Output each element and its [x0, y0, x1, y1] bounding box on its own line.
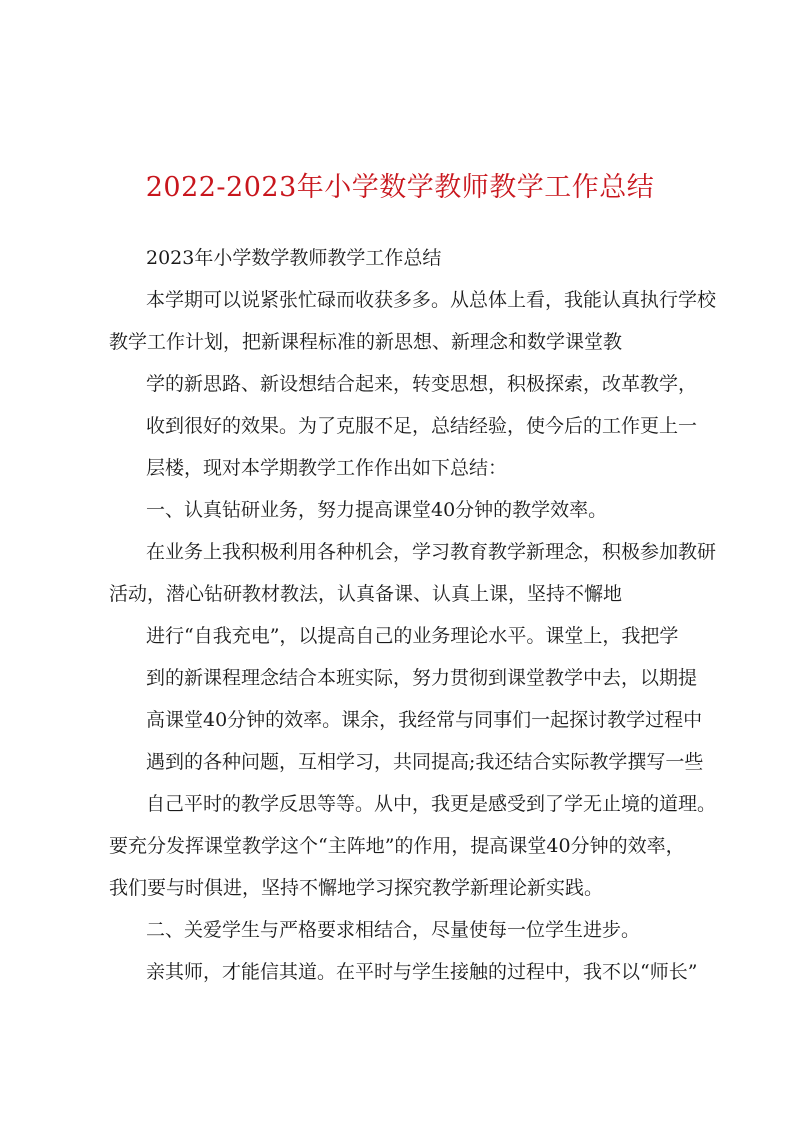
paragraph-line: 亲其师，才能信其道。在平时与学生接触的过程中，我不以“师长” — [146, 961, 698, 983]
paragraph-line: 教学工作计划，把新课程标准的新思想、新理念和数学课堂教 — [109, 331, 623, 353]
section-heading-2: 二、关爱学生与严格要求相结合，尽量使每一位学生进步。 — [146, 919, 641, 941]
paragraph-line: 本学期可以说紧张忙碌而收获多多。从总体上看，我能认真执行学校 — [146, 289, 717, 311]
section-heading-1: 一、认真钻研业务，努力提高课堂40分钟的教学效率。 — [146, 499, 608, 521]
paragraph-line: 进行“自我充电”，以提高自己的业务理论水平。课堂上，我把学 — [146, 625, 679, 647]
paragraph-line: 收到很好的效果。为了克服不足，总结经验，使今后的工作更上一 — [146, 415, 698, 437]
document-title: 2022-2023年小学数学教师教学工作总结 — [145, 172, 655, 203]
paragraph-line: 我们要与时俱进，坚持不懈地学习探究教学新理论新实践。 — [109, 877, 604, 899]
paragraph-line: 活动，潜心钻研教材教法，认真备课、认真上课，坚持不懈地 — [109, 583, 623, 605]
paragraph-line: 遇到的各种问题，互相学习，共同提高;我还结合实际教学撰写一些 — [146, 751, 704, 773]
paragraph-line: 在业务上我积极利用各种机会，学习教育教学新理念，积极参加教研 — [146, 541, 717, 563]
paragraph-line: 层楼，现对本学期教学工作作出如下总结： — [146, 457, 508, 479]
paragraph-line: 要充分发挥课堂教学这个“主阵地”的作用，提高课堂40分钟的效率， — [109, 835, 685, 857]
paragraph-line: 到的新课程理念结合本班实际，努力贯彻到课堂教学中去，以期提 — [146, 667, 698, 689]
paragraph-line: 学的新思路、新设想结合起来，转变思想，积极探索，改革教学， — [146, 373, 698, 395]
paragraph-line: 高课堂40分钟的效率。课余，我经常与同事们一起探讨教学过程中 — [146, 709, 703, 731]
paragraph-line: 自己平时的教学反思等等。从中，我更是感受到了学无止境的道理。 — [146, 793, 717, 815]
subtitle-line: 2023年小学数学教师教学工作总结 — [146, 247, 442, 269]
